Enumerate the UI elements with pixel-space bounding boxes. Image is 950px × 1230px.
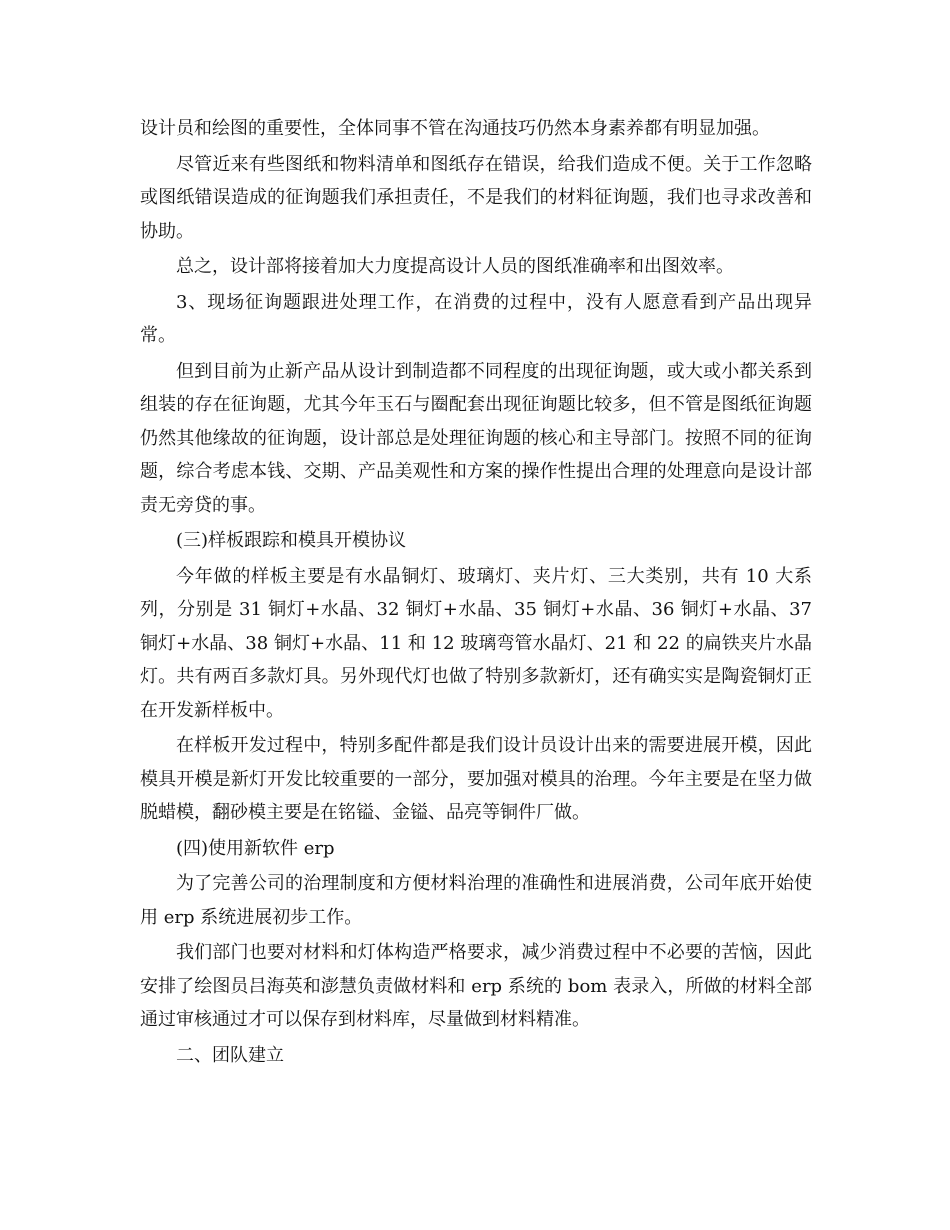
paragraph-5: 但到目前为止新产品从设计到制造都不同程度的出现征询题，或大或小都关系到组装的存在征询题，尤其今年玉石与圈配套出现征询题比较多，但不管是图纸征询题仍然其他缘故的征询题，设计部总是处理征询题的核心和主导部门。按照不同的征询题，综合考虑本钱、交期、产品美观性和方案的操作性提出合理的处理意向是设计部责无旁贷的事。 <box>140 360 812 516</box>
paragraph-3: 总之，设计部将接着加大力度提高设计人员的图纸准确率和出图效率。 <box>176 256 734 277</box>
section-heading-team: 二、团队建立 <box>176 1044 284 1066</box>
paragraph-1: 设计员和绘图的重要性，全体同事不管在沟通技巧仍然本身素养都有明显加强。 <box>140 118 770 139</box>
paragraph-2: 尽管近来有些图纸和物料清单和图纸存在错误，给我们造成不便。关于工作忽略或图纸错误造成的征询题我们承担责任，不是我们的材料征询题，我们也寻求改善和协助。 <box>140 153 812 242</box>
document-body <box>140 112 812 1072</box>
paragraph-8: 在样板开发过程中，特别多配件都是我们设计员设计出来的需要进展开模，因此模具开模是新灯开发比较重要的一部分，要加强对模具的治理。今年主要是在坚力做脱蜡模，翻砂模主要是在铭镒、金镒、品亮等铜件厂做。 <box>140 735 812 823</box>
section-heading-4: (四)使用新软件 erp <box>176 837 335 859</box>
paragraph-11: 我们部门也要对材料和灯体构造严格要求，减少消费过程中不必要的苦恼，因此安排了绘图员吕海英和澎慧负责做材料和 erp 系统的 bom 表录入，所做的材料全部通过审核通过才可以保存到材料库，尽量做到材料精准。 <box>140 942 812 1030</box>
paragraph-10: 为了完善公司的治理制度和方便材料治理的准确性和进展消费，公司年底开始使用 erp 系统进展初步工作。 <box>140 873 812 928</box>
paragraph-7: 今年做的样板主要是有水晶铜灯、玻璃灯、夹片灯、三大类别，共有 10 大系列，分别是 31 铜灯+水晶、32 铜灯+水晶、35 铜灯+水晶、36 铜灯+水晶、37 铜灯+水晶、38 铜灯+水晶、11 和 12 玻璃弯管水晶灯、21 和 22 的扁铁夹片水晶灯。共有两百多款灯具。另外现代灯也做了特别多款新灯，还有确实实是陶瓷铜灯正在开发新样板中。 <box>140 565 812 721</box>
section-heading-3: (三)样板跟踪和模具开模协议 <box>176 530 407 551</box>
paragraph-4: 3、现场征询题跟进处理工作，在消费的过程中，没有人愿意看到产品出现异常。 <box>140 291 812 346</box>
